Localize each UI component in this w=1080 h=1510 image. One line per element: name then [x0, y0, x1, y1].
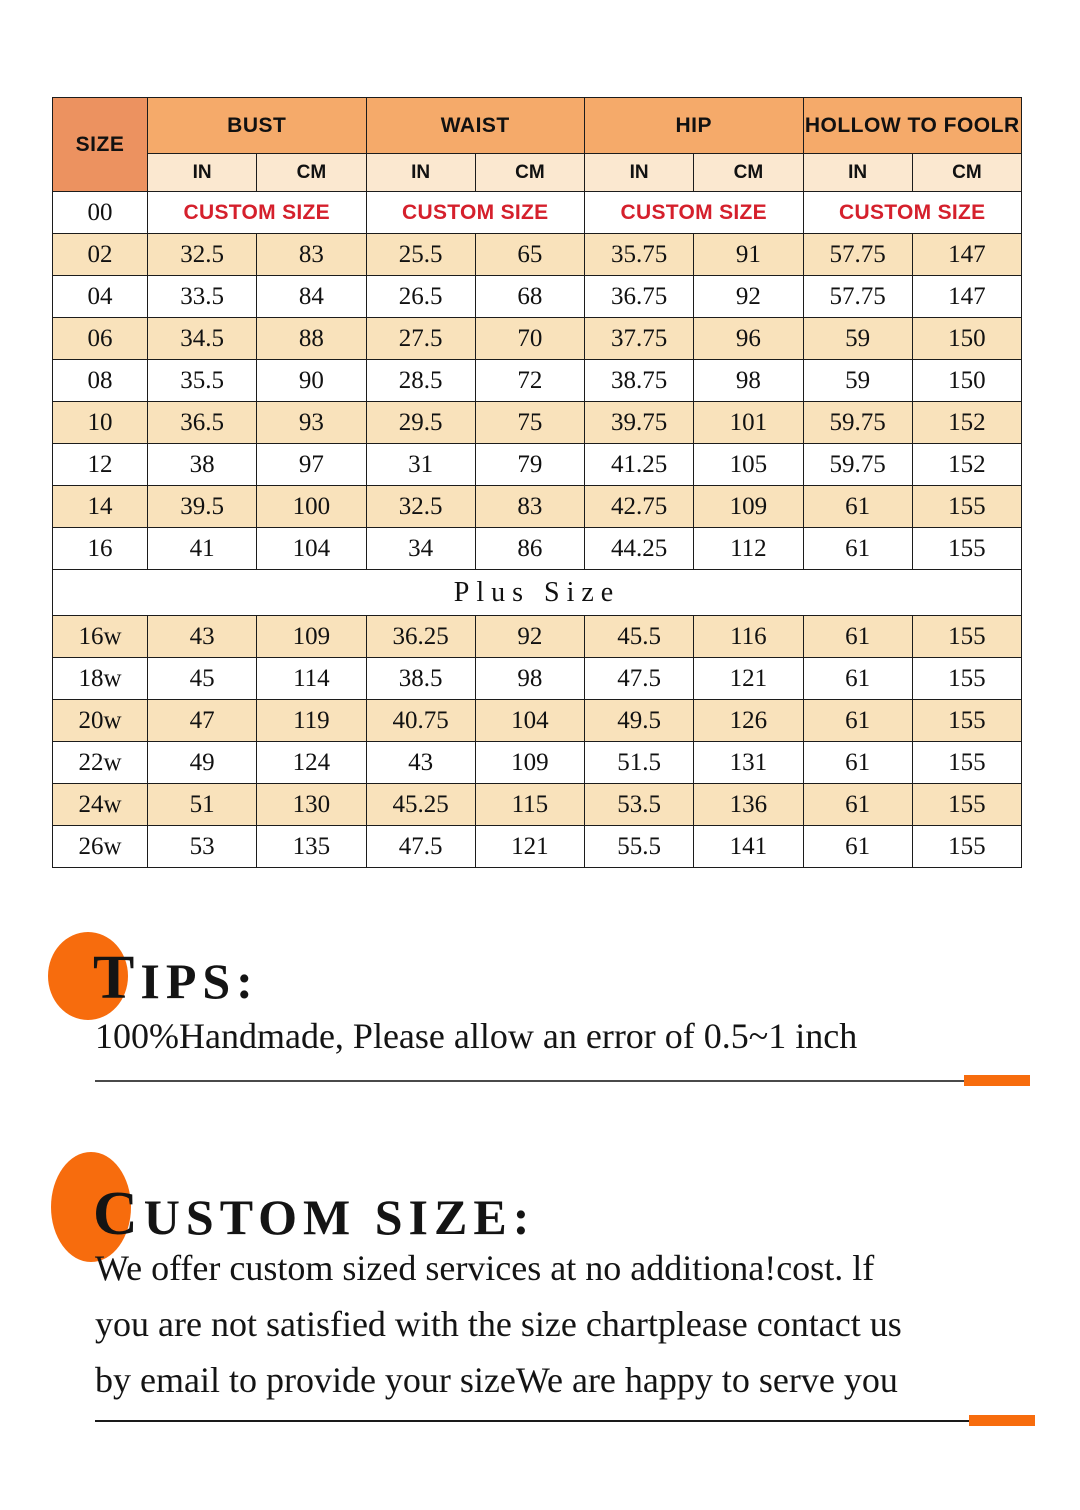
value-cell: 57.75 — [803, 276, 912, 318]
table-row — [53, 658, 1022, 700]
value-cell: 25.5 — [366, 234, 475, 276]
value-cell: 109 — [257, 616, 366, 658]
value-cell: 119 — [257, 700, 366, 742]
value-cell: 45.25 — [366, 784, 475, 826]
value-cell: 34.5 — [148, 318, 257, 360]
size-cell: 16 — [53, 528, 148, 570]
value-cell: 155 — [912, 700, 1021, 742]
value-cell: 72 — [475, 360, 584, 402]
value-cell: 91 — [694, 234, 803, 276]
table-row — [53, 276, 1022, 318]
size-cell: 10 — [53, 402, 148, 444]
size-column-header: SIZE — [53, 98, 148, 192]
tips-body: 100%Handmade, Please allow an error of 0.5~1 inch — [95, 1016, 858, 1056]
value-cell: 121 — [694, 658, 803, 700]
size-cell: 24w — [53, 784, 148, 826]
table-row — [53, 444, 1022, 486]
custom-size-cell: CUSTOM SIZE — [585, 192, 804, 234]
value-cell: 61 — [803, 658, 912, 700]
value-cell: 141 — [694, 826, 803, 868]
value-cell: 101 — [694, 402, 803, 444]
value-cell: 126 — [694, 700, 803, 742]
value-cell: 155 — [912, 486, 1021, 528]
value-cell: 43 — [148, 616, 257, 658]
table-row — [53, 318, 1022, 360]
value-cell: 29.5 — [366, 402, 475, 444]
value-cell: 88 — [257, 318, 366, 360]
table-row — [53, 528, 1022, 570]
size-cell: 16w — [53, 616, 148, 658]
table-row — [53, 700, 1022, 742]
custom-size-cell: CUSTOM SIZE — [148, 192, 367, 234]
value-cell: 33.5 — [148, 276, 257, 318]
value-cell: 104 — [475, 700, 584, 742]
value-cell: 83 — [257, 234, 366, 276]
table-row — [53, 616, 1022, 658]
value-cell: 59.75 — [803, 402, 912, 444]
size-cell: 08 — [53, 360, 148, 402]
value-cell: 39.5 — [148, 486, 257, 528]
group-header-bust: BUST — [148, 98, 367, 154]
value-cell: 97 — [257, 444, 366, 486]
value-cell: 121 — [475, 826, 584, 868]
size-cell: 22w — [53, 742, 148, 784]
size-cell: 02 — [53, 234, 148, 276]
value-cell: 39.75 — [585, 402, 694, 444]
value-cell: 155 — [912, 742, 1021, 784]
value-cell: 41 — [148, 528, 257, 570]
value-cell: 93 — [257, 402, 366, 444]
table-row — [53, 360, 1022, 402]
value-cell: 57.75 — [803, 234, 912, 276]
value-cell: 53.5 — [585, 784, 694, 826]
divider-accent-bar — [969, 1415, 1035, 1426]
value-cell: 35.5 — [148, 360, 257, 402]
value-cell: 41.25 — [585, 444, 694, 486]
value-cell: 38 — [148, 444, 257, 486]
table-row — [53, 742, 1022, 784]
value-cell: 84 — [257, 276, 366, 318]
value-cell: 96 — [694, 318, 803, 360]
plus-size-divider-row — [53, 570, 1022, 616]
table-row — [53, 486, 1022, 528]
value-cell: 92 — [475, 616, 584, 658]
size-chart — [52, 97, 1022, 868]
custom-size-cell: CUSTOM SIZE — [366, 192, 585, 234]
value-cell: 37.75 — [585, 318, 694, 360]
value-cell: 105 — [694, 444, 803, 486]
value-cell: 38.75 — [585, 360, 694, 402]
value-cell: 150 — [912, 360, 1021, 402]
size-chart-table — [52, 97, 1022, 868]
value-cell: 65 — [475, 234, 584, 276]
value-cell: 43 — [366, 742, 475, 784]
value-cell: 104 — [257, 528, 366, 570]
unit-header-cm: CM — [694, 154, 803, 192]
unit-header-in: IN — [585, 154, 694, 192]
value-cell: 147 — [912, 234, 1021, 276]
value-cell: 45.5 — [585, 616, 694, 658]
value-cell: 42.75 — [585, 486, 694, 528]
value-cell: 114 — [257, 658, 366, 700]
table-row-custom-size — [53, 192, 1022, 234]
tips-heading: TIPS: — [93, 944, 259, 1012]
value-cell: 35.75 — [585, 234, 694, 276]
value-cell: 61 — [803, 742, 912, 784]
value-cell: 44.25 — [585, 528, 694, 570]
group-header-hollow-to-floor: HOLLOW TO FOOLR — [803, 98, 1022, 154]
unit-header-cm: CM — [257, 154, 366, 192]
value-cell: 147 — [912, 276, 1021, 318]
value-cell: 155 — [912, 826, 1021, 868]
value-cell: 51.5 — [585, 742, 694, 784]
value-cell: 79 — [475, 444, 584, 486]
table-row — [53, 826, 1022, 868]
value-cell: 98 — [475, 658, 584, 700]
divider-accent-bar — [964, 1075, 1030, 1086]
value-cell: 59.75 — [803, 444, 912, 486]
value-cell: 36.25 — [366, 616, 475, 658]
value-cell: 49.5 — [585, 700, 694, 742]
value-cell: 61 — [803, 486, 912, 528]
value-cell: 115 — [475, 784, 584, 826]
value-cell: 32.5 — [366, 486, 475, 528]
size-cell: 06 — [53, 318, 148, 360]
size-cell: 14 — [53, 486, 148, 528]
value-cell: 86 — [475, 528, 584, 570]
value-cell: 61 — [803, 784, 912, 826]
value-cell: 27.5 — [366, 318, 475, 360]
value-cell: 61 — [803, 826, 912, 868]
value-cell: 61 — [803, 700, 912, 742]
value-cell: 109 — [694, 486, 803, 528]
value-cell: 34 — [366, 528, 475, 570]
value-cell: 28.5 — [366, 360, 475, 402]
value-cell: 152 — [912, 444, 1021, 486]
divider-line — [95, 1420, 1035, 1422]
plus-size-label: Plus Size — [53, 570, 1022, 616]
value-cell: 36.5 — [148, 402, 257, 444]
custom-size-heading: CUSTOM SIZE: — [93, 1180, 536, 1248]
value-cell: 124 — [257, 742, 366, 784]
value-cell: 26.5 — [366, 276, 475, 318]
value-cell: 70 — [475, 318, 584, 360]
divider-line — [95, 1080, 1030, 1082]
unit-header-in: IN — [803, 154, 912, 192]
value-cell: 92 — [694, 276, 803, 318]
value-cell: 55.5 — [585, 826, 694, 868]
value-cell: 36.75 — [585, 276, 694, 318]
value-cell: 135 — [257, 826, 366, 868]
unit-header-cm: CM — [475, 154, 584, 192]
value-cell: 130 — [257, 784, 366, 826]
unit-header-in: IN — [148, 154, 257, 192]
custom-size-body-line: We offer custom sized services at no additiona!cost. lf — [95, 1248, 875, 1288]
value-cell: 155 — [912, 784, 1021, 826]
value-cell: 83 — [475, 486, 584, 528]
group-header-hip: HIP — [585, 98, 804, 154]
custom-size-cell: CUSTOM SIZE — [803, 192, 1022, 234]
custom-size-body-line: you are not satisfied with the size chartplease contact us — [95, 1304, 902, 1344]
size-cell: 20w — [53, 700, 148, 742]
value-cell: 38.5 — [366, 658, 475, 700]
value-cell: 47.5 — [366, 826, 475, 868]
value-cell: 136 — [694, 784, 803, 826]
value-cell: 150 — [912, 318, 1021, 360]
unit-header-in: IN — [366, 154, 475, 192]
table-row — [53, 784, 1022, 826]
size-cell: 00 — [53, 192, 148, 234]
custom-size-body-line: by email to provide your sizeWe are happy to serve you — [95, 1360, 898, 1400]
size-cell: 18w — [53, 658, 148, 700]
value-cell: 47 — [148, 700, 257, 742]
value-cell: 116 — [694, 616, 803, 658]
value-cell: 155 — [912, 528, 1021, 570]
value-cell: 49 — [148, 742, 257, 784]
value-cell: 53 — [148, 826, 257, 868]
table-row — [53, 234, 1022, 276]
value-cell: 155 — [912, 616, 1021, 658]
value-cell: 155 — [912, 658, 1021, 700]
value-cell: 47.5 — [585, 658, 694, 700]
value-cell: 61 — [803, 528, 912, 570]
value-cell: 68 — [475, 276, 584, 318]
size-cell: 26w — [53, 826, 148, 868]
value-cell: 152 — [912, 402, 1021, 444]
value-cell: 75 — [475, 402, 584, 444]
value-cell: 90 — [257, 360, 366, 402]
value-cell: 98 — [694, 360, 803, 402]
custom-size-body — [95, 1240, 902, 1408]
value-cell: 51 — [148, 784, 257, 826]
value-cell: 112 — [694, 528, 803, 570]
value-cell: 100 — [257, 486, 366, 528]
table-row — [53, 402, 1022, 444]
value-cell: 45 — [148, 658, 257, 700]
value-cell: 31 — [366, 444, 475, 486]
group-header-waist: WAIST — [366, 98, 585, 154]
unit-header-cm: CM — [912, 154, 1021, 192]
value-cell: 59 — [803, 318, 912, 360]
value-cell: 40.75 — [366, 700, 475, 742]
size-table-body — [53, 192, 1022, 868]
value-cell: 61 — [803, 616, 912, 658]
value-cell: 109 — [475, 742, 584, 784]
value-cell: 32.5 — [148, 234, 257, 276]
value-cell: 131 — [694, 742, 803, 784]
size-cell: 04 — [53, 276, 148, 318]
value-cell: 59 — [803, 360, 912, 402]
size-cell: 12 — [53, 444, 148, 486]
